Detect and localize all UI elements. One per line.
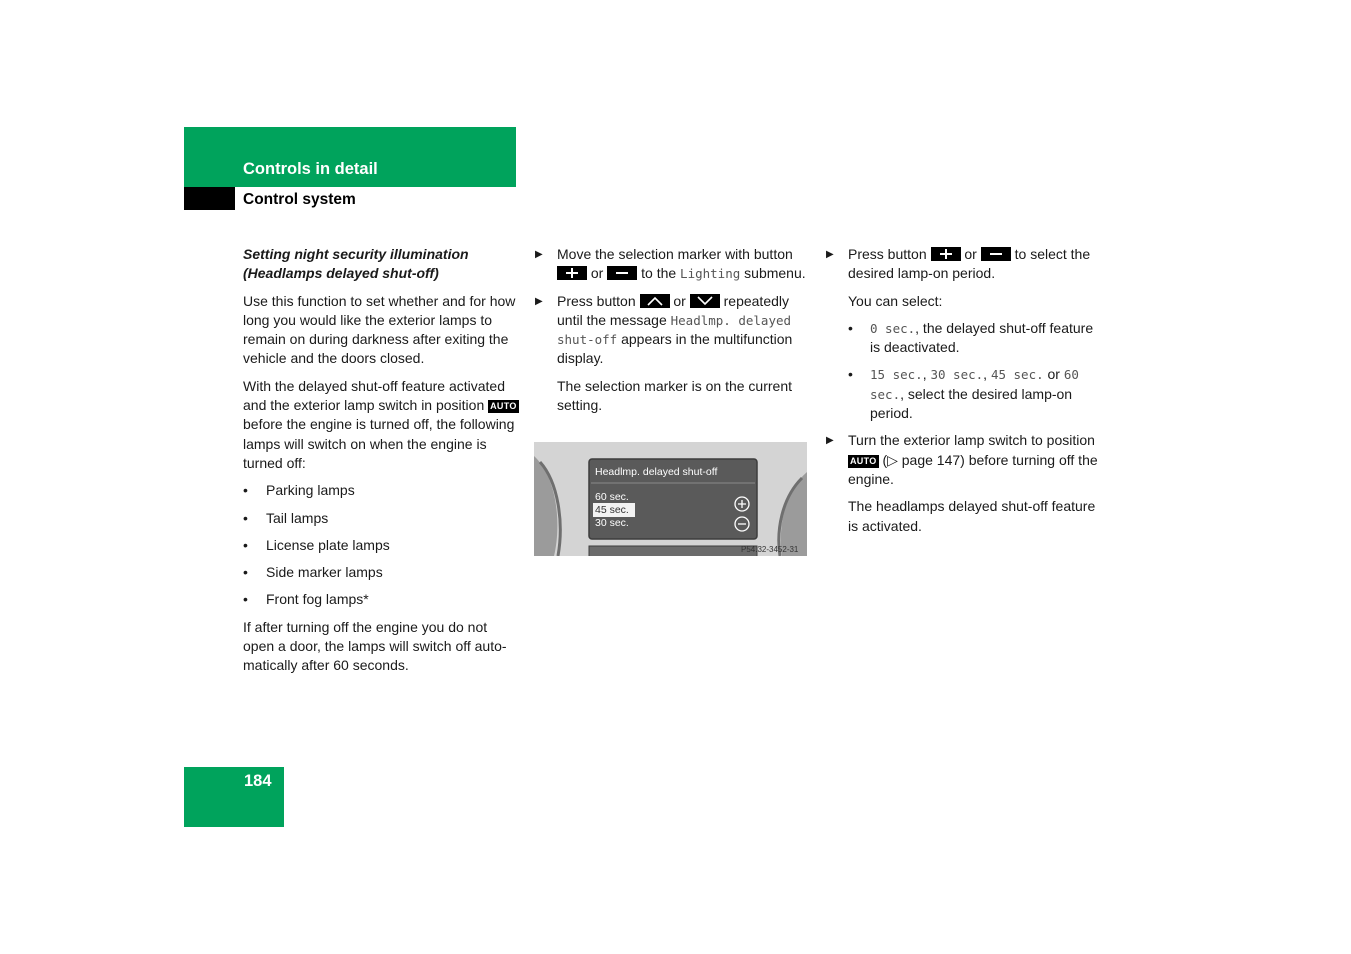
minus-button-icon <box>607 266 637 280</box>
marker-note: The selection marker is on the current setting. <box>557 377 792 414</box>
intro-paragraph: Use this function to set whether and for how long you would like the exterior lamps to remain on during darkness after exiting the vehicle and the doors closed. <box>243 292 516 367</box>
page-number: 184 <box>244 772 272 790</box>
column-2 <box>535 245 807 423</box>
lamp-list <box>243 481 519 609</box>
subsection-title: Control system <box>243 191 356 208</box>
step-arrow-icon: ▶ <box>826 249 834 260</box>
display-title: Headlmp. delayed shut-off <box>595 466 718 478</box>
list-item: • Tail lamps <box>243 509 329 526</box>
arrow-up-button-icon <box>640 294 670 308</box>
select-intro: You can select: <box>848 292 943 309</box>
step-arrow-icon: ▶ <box>535 249 543 260</box>
display-figure <box>534 442 807 556</box>
figure-code: P54.32-3452-31 <box>741 545 799 554</box>
list-item: • Parking lamps <box>243 482 355 499</box>
step-select-period: ▶ Press button or to select the desired lamp-on period. <box>826 246 1091 282</box>
plus-button-icon <box>931 247 961 261</box>
section-heading: Setting night security illumination (Headlamps delayed shut-off) <box>243 246 469 282</box>
result-note: The headlamps delayed shut-off feature is activated. <box>848 498 1096 534</box>
arrow-down-button-icon <box>690 294 720 308</box>
step-arrow-icon: ▶ <box>535 295 543 307</box>
step-find-message: ▶ Press button or repeatedly until the message Headlmp. delayed shut-off appears in the multifunction display. <box>535 292 793 367</box>
auto-off-paragraph: If after turning off the engine you do not open a door, the lamps will switch off auto-matically after 60 seconds. <box>243 618 507 674</box>
minus-button-icon <box>981 247 1011 261</box>
list-item: • Front fog lamps* <box>243 591 369 608</box>
display-option: 30 sec. <box>595 517 629 529</box>
step-select-lighting: ▶ Move the selection marker with button or to the Lighting submenu. <box>535 246 806 282</box>
step-set-auto: ▶ Turn the exterior lamp switch to position AUTO (▷ page 147) before turning off the engine. <box>826 432 1098 487</box>
list-item: • Side marker lamps <box>243 564 383 581</box>
display-option: 60 sec. <box>595 491 629 503</box>
step-arrow-icon: ▶ <box>826 435 834 447</box>
list-item: • 0 sec., the delayed shut-off feature is deactivated. <box>848 319 1094 356</box>
plus-button-icon <box>557 266 587 280</box>
column-3 <box>826 245 1102 544</box>
subsection-marker <box>184 187 235 210</box>
display-option-selected: 45 sec. <box>595 504 629 516</box>
list-item: • 15 sec., 30 sec., 45 sec. or 60 sec., select the desired lamp-on period. <box>848 366 1079 422</box>
section-title: Controls in detail <box>243 160 378 178</box>
list-item: • License plate lamps <box>243 536 390 553</box>
activation-paragraph: With the delayed shut-off feature activated and the exterior lamp switch in position AUTO before the engine is turned off, the following lamps will switch on when the engine is turned off: <box>243 377 517 471</box>
column-1 <box>243 245 519 684</box>
auto-symbol-icon: AUTO <box>490 401 517 412</box>
auto-symbol-icon: AUTO <box>850 455 877 466</box>
